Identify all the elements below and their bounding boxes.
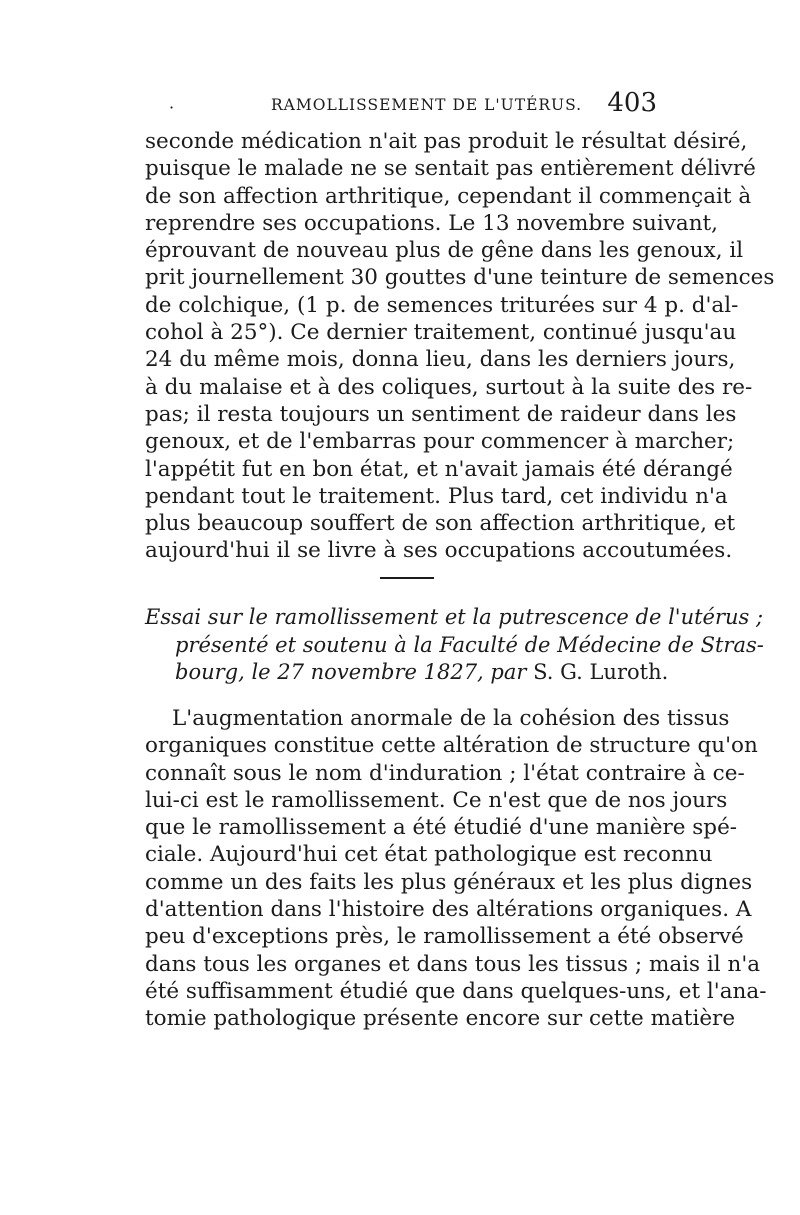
- text-line: L'augmentation anormale de la cohésion des tissus: [172, 706, 730, 731]
- text-line: lui-ci est le ramollissement. Ce n'est que de nos jours: [145, 787, 728, 813]
- text-line: pas; il resta toujours un sentiment de raideur dans les: [145, 401, 737, 427]
- text-line: connaît sous le nom d'induration ; l'état contraire à ce-: [145, 760, 745, 786]
- text-line: éprouvant de nouveau plus de gêne dans les genoux, il: [145, 238, 744, 264]
- text-line: comme un des faits les plus généraux et les plus dignes: [145, 869, 753, 895]
- text-line: que le ramollissement a été étudié d'une manière spé-: [145, 815, 738, 841]
- text-line: plus beaucoup souffert de son affection arthritique, et: [145, 511, 736, 537]
- running-title: RAMOLLISSEMENT DE L'UTÉRUS.: [271, 96, 583, 114]
- article-title-text: bourg, le 27 novembre 1827, par: [175, 660, 527, 684]
- article-title-line: présenté et soutenu à la Faculté de Médecine de Stras-: [175, 632, 764, 657]
- text-line: de son affection arthritique, cependant il commençait à: [145, 183, 752, 209]
- text-line: l'appétit fut en bon état, et n'avait jamais été dérangé: [145, 456, 733, 482]
- text-line: d'attention dans l'histoire des altérations organiques. A: [145, 897, 752, 923]
- header-dot: ·: [169, 98, 175, 117]
- text-line: pendant tout le traitement. Plus tard, cet individu n'a: [145, 483, 728, 509]
- text-line: seconde médication n'ait pas produit le résultat désiré,: [145, 129, 748, 154]
- paragraph: [145, 705, 767, 1033]
- text-line: à du malaise et à des coliques, surtout à la suite des re-: [145, 374, 753, 400]
- article-title: [145, 604, 764, 687]
- article-title-line: Essai sur le ramollissement et la putrescence de l'utérus ;: [145, 605, 764, 629]
- paragraph-continued: [145, 128, 775, 565]
- text-line: peu d'exceptions près, le ramollissement a été observé: [145, 924, 744, 950]
- text-line: de colchique, (1 p. de semences triturées sur 4 p. d'al-: [145, 292, 739, 318]
- text-line: prit journellement 30 gouttes d'une teinture de semences: [145, 265, 775, 291]
- author-name: S. G. Luroth.: [533, 660, 669, 684]
- text-line: dans tous les organes et dans tous les tissus ; mais il n'a: [145, 951, 761, 977]
- section-divider: [380, 577, 434, 579]
- text-line: aujourd'hui il se livre à ses occupations accoutumées.: [145, 538, 733, 564]
- text-line: été suffisamment étudié que dans quelques-uns, et l'ana-: [145, 978, 767, 1004]
- text-line: ciale. Aujourd'hui cet état pathologique est reconnu: [145, 842, 713, 868]
- text-line: cohol à 25°). Ce dernier traitement, continué jusqu'au: [145, 320, 737, 346]
- page-number: 403: [607, 88, 657, 118]
- text-line: reprendre ses occupations. Le 13 novembre suivant,: [145, 210, 719, 236]
- page-header: [147, 86, 657, 126]
- text-line: 24 du même mois, donna lieu, dans les derniers jours,: [145, 347, 736, 373]
- article-title-line: [145, 659, 669, 687]
- text-line: organiques constitue cette altération de structure qu'on: [145, 733, 758, 759]
- text-line: genoux, et de l'embarras pour commencer à marcher;: [145, 429, 735, 455]
- text-line: puisque le malade ne se sentait pas entièrement délivré: [145, 156, 756, 182]
- text-line: tomie pathologique présente encore sur cette matière: [145, 1006, 736, 1032]
